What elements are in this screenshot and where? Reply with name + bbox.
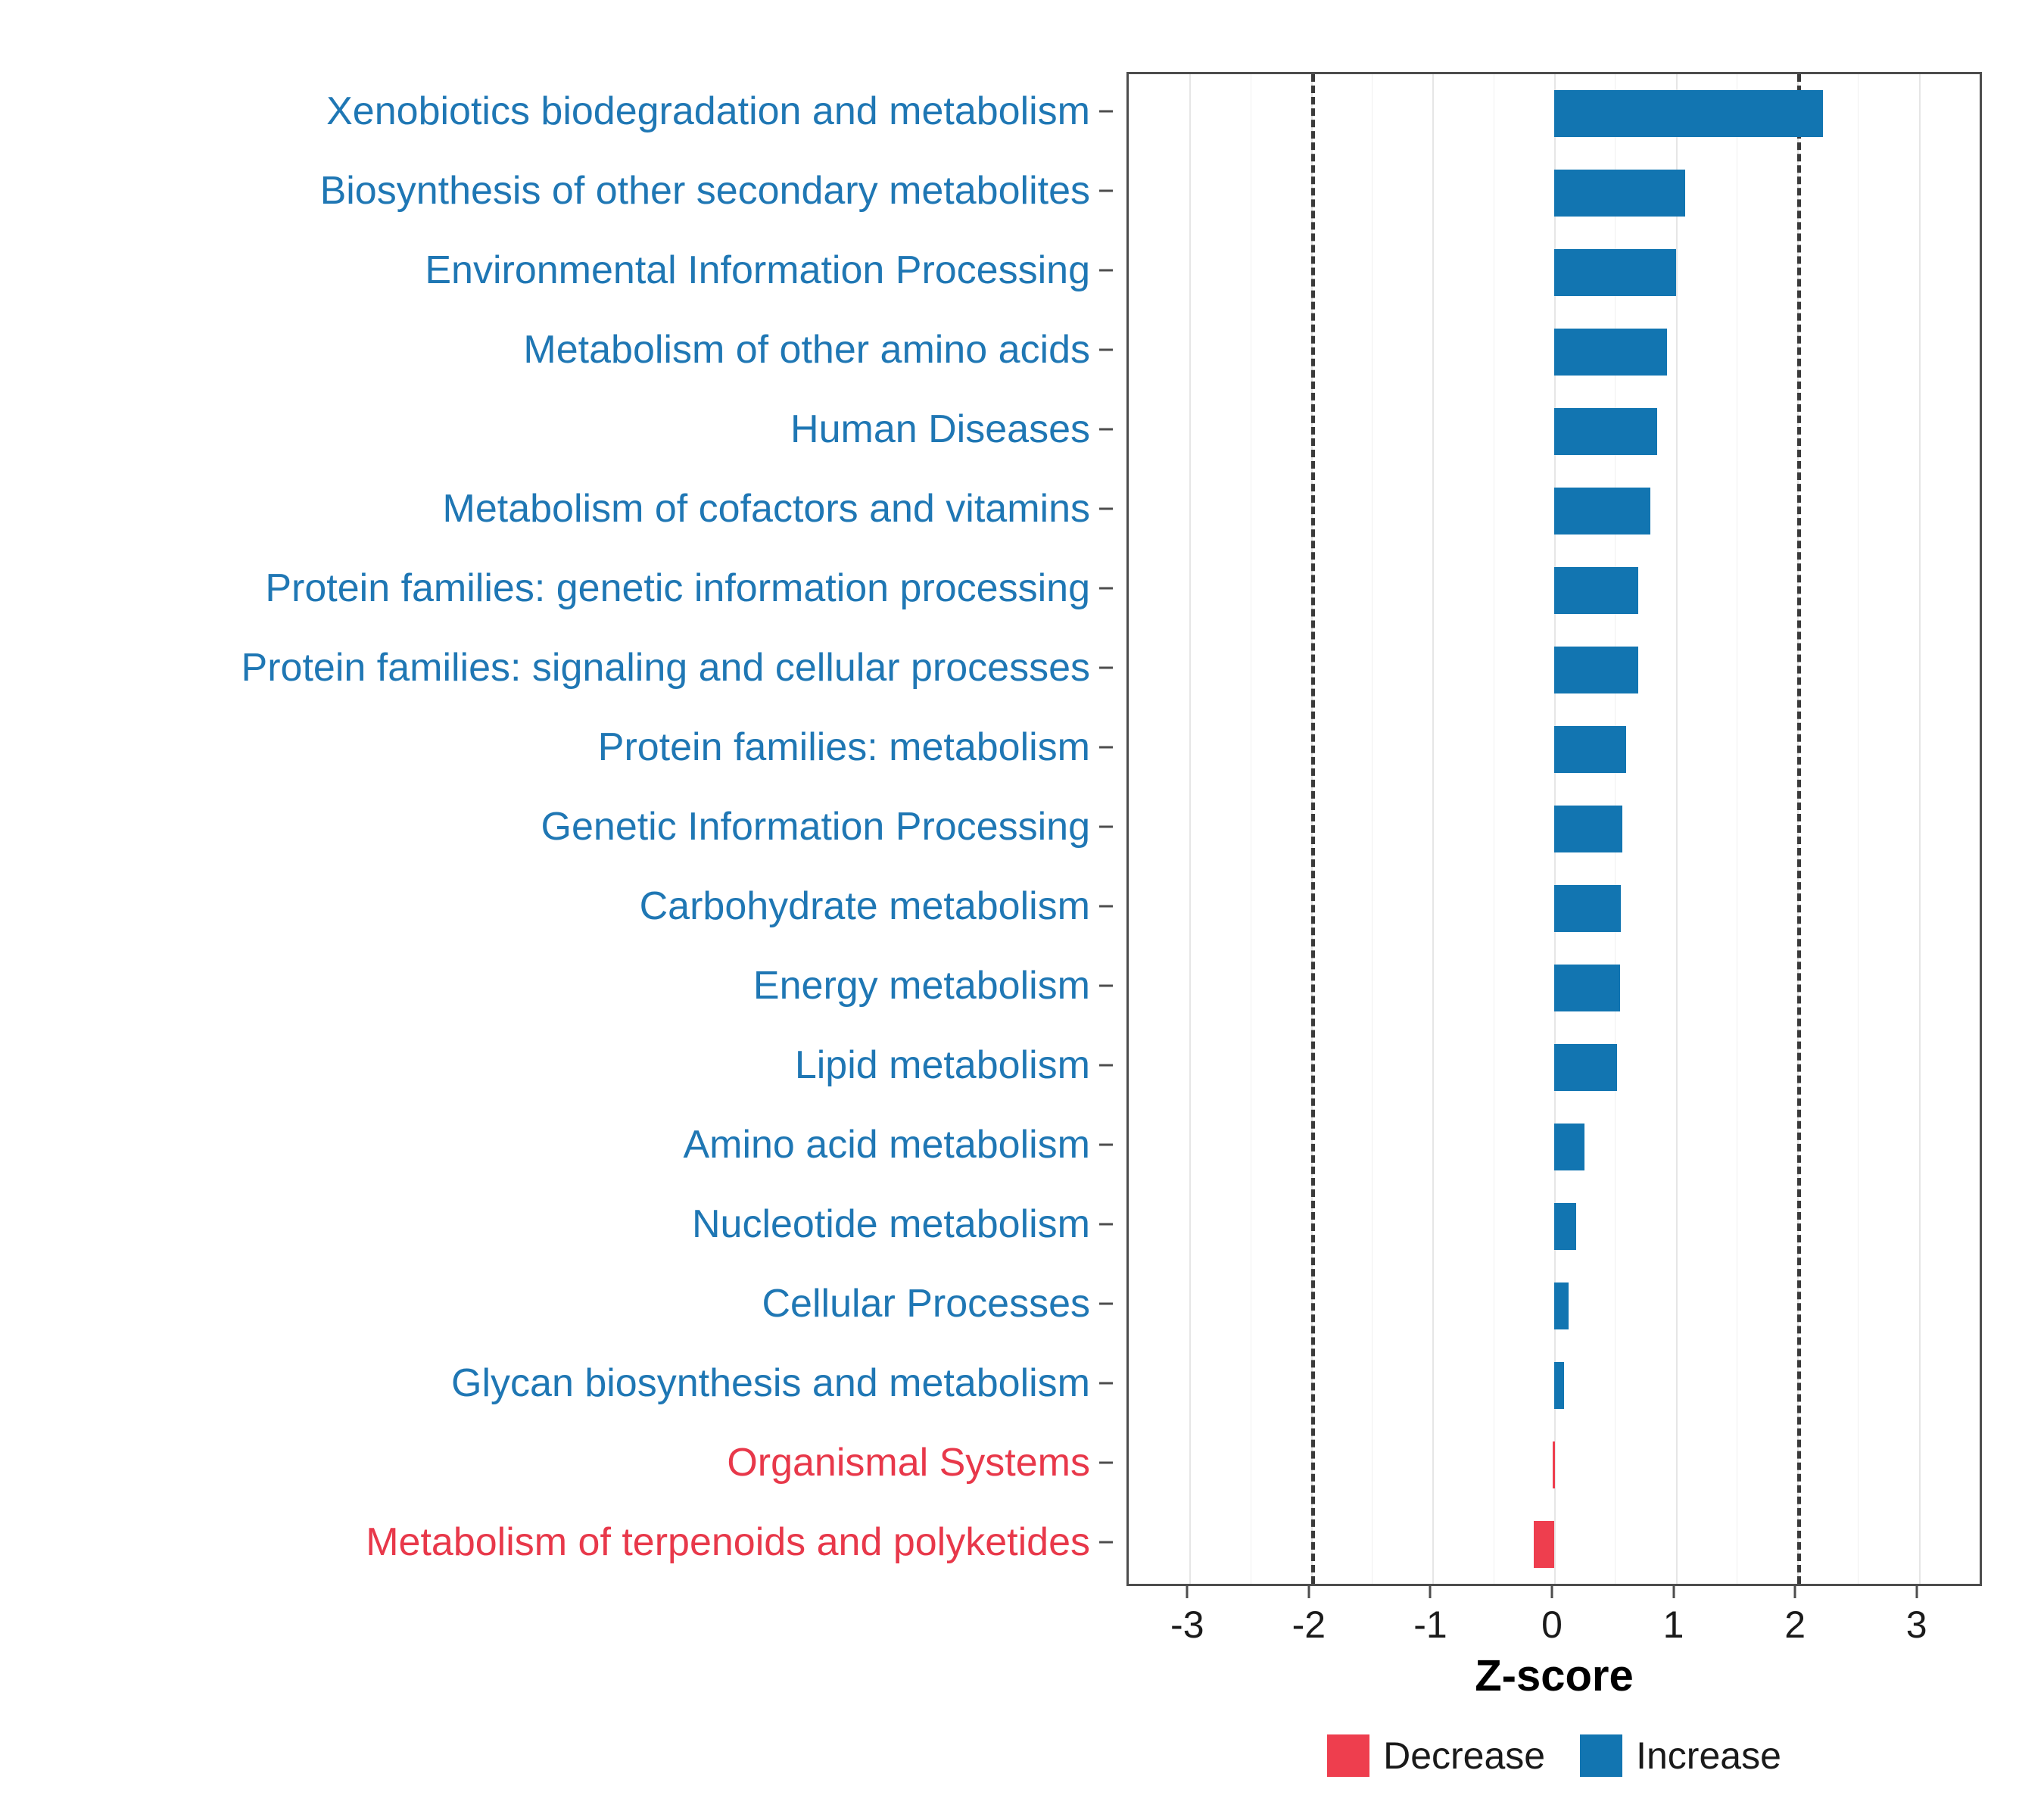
threshold-line-2 [1797, 74, 1801, 1584]
y-axis-tick [1099, 1382, 1113, 1384]
gridline-x-neg3 [1189, 74, 1191, 1584]
bar[interactable] [1554, 567, 1638, 614]
x-axis-title: Z-score [1475, 1651, 1634, 1700]
category-label: Amino acid metabolism [683, 1122, 1090, 1167]
gridline-x-neg1 [1432, 74, 1434, 1584]
gridline-minor [1858, 74, 1859, 1584]
plot-panel [1126, 72, 1982, 1586]
x-axis-tick [1672, 1586, 1675, 1598]
x-axis-tick-label: -1 [1413, 1604, 1447, 1646]
y-axis-tick [1099, 746, 1113, 749]
category-label: Metabolism of cofactors and vitamins [442, 487, 1090, 531]
bar[interactable] [1554, 1203, 1576, 1250]
y-axis-tick [1099, 349, 1113, 351]
category-label: Genetic Information Processing [541, 805, 1090, 849]
x-axis-tick [1794, 1586, 1796, 1598]
y-axis-tick [1099, 508, 1113, 510]
bar[interactable] [1554, 806, 1622, 852]
category-label: Glycan biosynthesis and metabolism [451, 1360, 1090, 1405]
category-label: Organismal Systems [727, 1440, 1090, 1485]
y-axis-tick [1099, 429, 1113, 431]
bar[interactable] [1554, 249, 1676, 296]
y-axis-tick [1099, 905, 1113, 907]
y-axis-tick [1099, 1143, 1113, 1145]
category-label: Carbohydrate metabolism [639, 884, 1090, 928]
x-axis-tick [1551, 1586, 1553, 1598]
x-axis-tick-label: 3 [1905, 1604, 1927, 1646]
bar[interactable] [1534, 1521, 1554, 1568]
x-axis-tick [1429, 1586, 1432, 1598]
threshold-line-neg2 [1311, 74, 1315, 1584]
category-label: Cellular Processes [762, 1281, 1090, 1326]
category-label: Environmental Information Processing [425, 248, 1090, 293]
x-axis-tick-label: 2 [1784, 1604, 1806, 1646]
y-axis-tick [1099, 111, 1113, 113]
category-label: Energy metabolism [752, 963, 1090, 1008]
bar[interactable] [1554, 1124, 1584, 1170]
category-label: Biosynthesis of other secondary metabolites [319, 169, 1090, 213]
y-axis-tick [1099, 1461, 1113, 1463]
x-axis-tick-label: 0 [1541, 1604, 1563, 1646]
y-axis-tick [1099, 587, 1113, 590]
gridline-minor [1372, 74, 1373, 1584]
y-axis-tick [1099, 190, 1113, 192]
legend-swatch-increase [1580, 1734, 1622, 1777]
x-axis-tick [1307, 1586, 1310, 1598]
x-axis-tick-label: -2 [1292, 1604, 1326, 1646]
category-label: Metabolism of other amino acids [523, 328, 1090, 372]
legend-swatch-decrease [1327, 1734, 1369, 1777]
bar[interactable] [1554, 1044, 1617, 1091]
y-axis-tick [1099, 1541, 1113, 1543]
bar[interactable] [1554, 329, 1667, 376]
category-label: Protein families: signaling and cellular processes [241, 646, 1090, 690]
category-label: Nucleotide metabolism [691, 1201, 1090, 1246]
bar[interactable] [1554, 488, 1650, 535]
category-axis-labels [0, 72, 1113, 1586]
legend-item-decrease[interactable] [1327, 1734, 1545, 1778]
y-axis-tick [1099, 270, 1113, 272]
gridline-x-3 [1919, 74, 1921, 1584]
legend-label: Decrease [1383, 1734, 1546, 1777]
bar[interactable] [1553, 1441, 1555, 1488]
category-label: Xenobiotics biodegradation and metabolism [326, 89, 1090, 134]
x-axis-tick [1915, 1586, 1918, 1598]
legend-item-increase[interactable] [1580, 1734, 1781, 1778]
legend-label: Increase [1636, 1734, 1781, 1777]
category-label: Human Diseases [790, 407, 1090, 452]
y-axis-tick [1099, 826, 1113, 828]
category-label: Lipid metabolism [794, 1043, 1090, 1087]
bar[interactable] [1554, 885, 1621, 932]
category-label: Metabolism of terpenoids and polyketides [366, 1519, 1090, 1564]
x-axis-tick [1186, 1586, 1189, 1598]
bar[interactable] [1554, 90, 1823, 137]
bar[interactable] [1554, 965, 1620, 1011]
y-axis-tick [1099, 667, 1113, 669]
bar[interactable] [1554, 408, 1657, 455]
bar[interactable] [1554, 647, 1638, 693]
bar[interactable] [1554, 1282, 1569, 1329]
x-axis-tick-label: -3 [1170, 1604, 1204, 1646]
bar[interactable] [1554, 726, 1626, 773]
chart-legend [1126, 1734, 1982, 1778]
y-axis-tick [1099, 1064, 1113, 1066]
x-axis-tick-label: 1 [1662, 1604, 1684, 1646]
gridline-x-1 [1676, 74, 1678, 1584]
y-axis-tick [1099, 1223, 1113, 1225]
y-axis-tick [1099, 984, 1113, 986]
category-label: Protein families: metabolism [597, 725, 1090, 770]
y-axis-tick [1099, 1302, 1113, 1304]
bar[interactable] [1554, 1362, 1564, 1409]
category-label: Protein families: genetic information processing [265, 566, 1090, 611]
bar[interactable] [1554, 170, 1685, 217]
